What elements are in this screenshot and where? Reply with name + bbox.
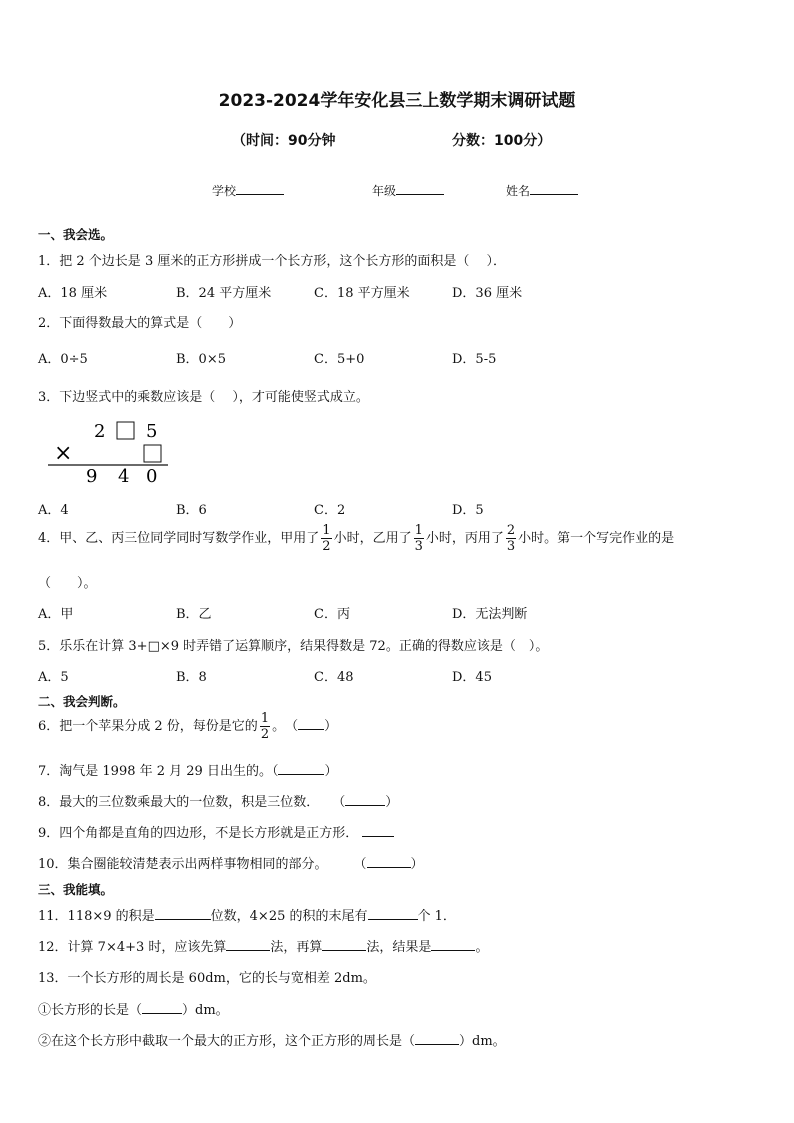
q12-text-1: 12．计算 7×4+3 时，应该先算 — [38, 940, 227, 955]
q5-option-b[interactable]: B．8 — [176, 670, 207, 685]
q11-text-1: 11．118×9 的积是 — [38, 909, 155, 924]
name-blank[interactable] — [530, 182, 578, 195]
vm-result-digit-3: 0 — [146, 466, 158, 487]
q12-blank-1[interactable] — [226, 938, 270, 951]
q4-text-3: 小时，丙用了 — [425, 531, 504, 546]
q13-2-text-1: ②在这个长方形中截取一个最大的正方形，这个正方形的周长是（ — [38, 1034, 416, 1049]
vm-times-sign: × — [54, 441, 73, 466]
q4-fraction-1: $\frac{1}{2}$ — [322, 523, 331, 554]
q4-fraction-3: $\frac{2}{3}$ — [506, 523, 516, 554]
q10-text-2: ） — [410, 857, 424, 872]
q6-answer-blank[interactable] — [298, 717, 324, 730]
section-1-heading: 一、我会选。 — [38, 227, 114, 242]
q11-text-3: 个 1． — [417, 909, 456, 924]
q1-option-c[interactable]: C．18 平方厘米 — [314, 286, 410, 301]
q8-text-2: ） — [385, 795, 399, 810]
q6-text-2: 。 （ — [272, 719, 299, 734]
section-3-heading: 三、我能填。 — [38, 882, 114, 897]
question-3: 3．下边竖式中的乘数应该是（ ），才可能使竖式成立。 — [38, 390, 369, 405]
q3-option-c[interactable]: C．2 — [314, 503, 346, 518]
vm-result-digit-2: 4 — [118, 466, 130, 487]
q4-fraction-2: $\frac{1}{3}$ — [414, 523, 423, 554]
q9-text-1: 9．四个角都是直角的四边形，不是长方形就是正方形． — [38, 826, 359, 841]
question-8 — [38, 791, 398, 810]
q10-text-1: 10．集合圈能较清楚表示出两样事物相同的部分。 （ — [38, 857, 367, 872]
q7-answer-blank[interactable] — [278, 762, 324, 775]
question-6 — [38, 712, 337, 741]
question-13-part-1 — [38, 999, 229, 1018]
q4-option-b[interactable]: B．乙 — [176, 607, 212, 622]
vm-top-right-digit: 5 — [146, 421, 158, 442]
question-9 — [38, 822, 394, 841]
q13-1-text-1: ①长方形的长是（ — [38, 1003, 143, 1018]
school-field[interactable] — [212, 182, 284, 199]
q13-2-text-2: ）dm。 — [459, 1034, 506, 1049]
q11-text-2: 位数，4×25 的积的末尾有 — [210, 909, 368, 924]
q4-option-a[interactable]: A．甲 — [38, 607, 74, 622]
question-12 — [38, 936, 488, 955]
q3-option-d[interactable]: D．5 — [452, 503, 484, 518]
q2-option-a[interactable]: A．0÷5 — [38, 352, 88, 367]
q12-text-2: 法，再算 — [270, 940, 323, 955]
question-10 — [38, 853, 424, 872]
q2-option-b[interactable]: B．0×5 — [176, 352, 226, 367]
page-title: 2023-2024学年安化县三上数学期末调研试题 — [218, 91, 576, 111]
q13-2-blank[interactable] — [415, 1032, 459, 1045]
q13-1-blank[interactable] — [142, 1001, 182, 1014]
q4-text-4: 小时。第一个写完作业的是 — [518, 531, 675, 546]
exam-time: （时间：90分钟 — [232, 133, 336, 149]
q2-option-d[interactable]: D．5-5 — [452, 352, 497, 367]
q4-answer-paren: （ ）。 — [38, 576, 97, 591]
vm-top-blank-box — [117, 422, 134, 439]
q4-option-c[interactable]: C．丙 — [314, 607, 350, 622]
question-11 — [38, 905, 456, 924]
q4-text-1: 4．甲、乙、丙三位同学同时写数学作业，甲用了 — [38, 531, 320, 546]
section-2-heading: 二、我会判断。 — [38, 694, 126, 709]
q7-text-2: ） — [324, 764, 338, 779]
q12-text-4: 。 — [475, 940, 489, 955]
vm-multiplier-box — [144, 445, 161, 462]
q13-1-text-2: ）dm。 — [182, 1003, 229, 1018]
q8-text-1: 8．最大的三位数乘最大的一位数，积是三位数． （ — [38, 795, 346, 810]
question-13-part-2 — [38, 1030, 506, 1049]
vm-result-digit-1: 9 — [86, 466, 98, 487]
q4-option-d[interactable]: D．无法判断 — [452, 607, 528, 622]
vm-top-left-digit: 2 — [94, 421, 106, 442]
q6-text-3: ） — [324, 719, 338, 734]
q5-option-a[interactable]: A．5 — [38, 670, 69, 685]
school-label: 学校 — [212, 184, 237, 198]
q1-option-d[interactable]: D．36 厘米 — [452, 286, 523, 301]
name-field[interactable] — [506, 182, 578, 199]
question-5: 5．乐乐在计算 3+□×9 时弄错了运算顺序，结果得数是 72。正确的得数应该是（ ）。 — [38, 639, 549, 654]
q11-blank-2[interactable] — [368, 907, 418, 920]
question-7 — [38, 760, 337, 779]
school-blank[interactable] — [236, 182, 284, 195]
question-1: 1．把 2 个边长是 3 厘米的正方形拼成一个长方形，这个长方形的面积是（ ）． — [38, 254, 506, 269]
q5-option-d[interactable]: D．45 — [452, 670, 492, 685]
grade-blank[interactable] — [396, 182, 444, 195]
grade-label: 年级 — [372, 184, 397, 198]
name-label: 姓名 — [506, 184, 531, 198]
q6-text-1: 6．把一个苹果分成 2 份，每份是它的 — [38, 719, 258, 734]
q2-option-c[interactable]: C．5+0 — [314, 352, 365, 367]
question-4 — [38, 524, 674, 553]
q4-text-2: 小时，乙用了 — [333, 531, 412, 546]
q11-blank-1[interactable] — [155, 907, 211, 920]
q9-answer-blank[interactable] — [362, 824, 394, 837]
question-13: 13．一个长方形的周长是 60dm，它的长与宽相差 2dm。 — [38, 971, 376, 986]
q7-text-1: 7．淘气是 1998 年 2 月 29 日出生的。（ — [38, 764, 279, 779]
q3-option-b[interactable]: B．6 — [176, 503, 207, 518]
grade-field[interactable] — [372, 182, 444, 199]
q1-option-a[interactable]: A．18 厘米 — [38, 286, 108, 301]
vertical-multiplication — [40, 418, 175, 488]
q5-option-c[interactable]: C．48 — [314, 670, 354, 685]
exam-score: 分数：100分） — [452, 133, 552, 149]
question-2: 2．下面得数最大的算式是（ ） — [38, 316, 242, 331]
q8-answer-blank[interactable] — [345, 793, 385, 806]
q12-blank-3[interactable] — [431, 938, 475, 951]
q10-answer-blank[interactable] — [367, 855, 411, 868]
q12-blank-2[interactable] — [322, 938, 366, 951]
q3-option-a[interactable]: A．4 — [38, 503, 69, 518]
q6-fraction: $\frac{1}{2}$ — [260, 711, 270, 742]
q1-option-b[interactable]: B．24 平方厘米 — [176, 286, 272, 301]
q12-text-3: 法，结果是 — [366, 940, 432, 955]
